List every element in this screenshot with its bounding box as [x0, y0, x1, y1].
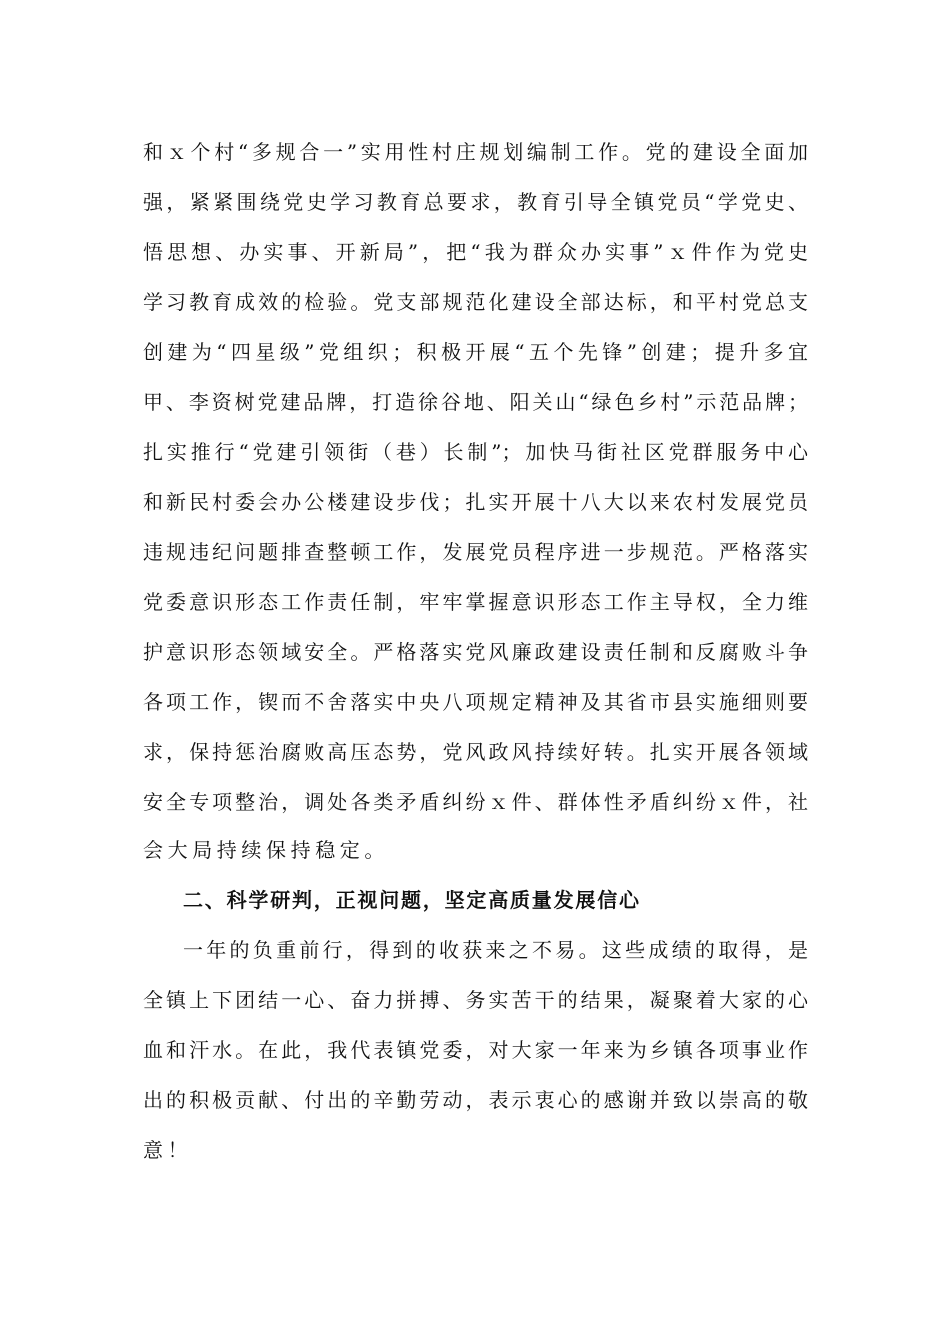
text-line: 和新民村委会办公楼建设步伐；扎实开展十八大以来农村发展党员 [143, 490, 808, 514]
text-line: 全镇上下团结一心、奋力拼搏、务实苦干的结果，凝聚着大家的心 [143, 988, 808, 1012]
text-line: 一年的负重前行，得到的收获来之不易。这些成绩的取得，是 [183, 938, 808, 962]
text-line: 会大局持续保持稳定。 [143, 838, 389, 862]
text-line: 悟思想、办实事、开新局”，把“我为群众办实事”ｘ件作为党史 [143, 240, 808, 264]
text-line: 安全专项整治，调处各类矛盾纠纷ｘ件、群体性矛盾纠纷ｘ件，社 [143, 790, 808, 814]
text-line: 强，紧紧围绕党史学习教育总要求，教育引导全镇党员“学党史、 [143, 190, 808, 214]
text-line: 各项工作，锲而不舍落实中央八项规定精神及其省市县实施细则要 [143, 690, 808, 714]
text-line: 出的积极贡献、付出的辛勤劳动，表示衷心的感谢并致以崇高的敬 [143, 1088, 808, 1112]
section-heading: 二、科学研判，正视问题，坚定高质量发展信心 [183, 888, 641, 912]
text-line: 和ｘ个村“多规合一”实用性村庄规划编制工作。党的建设全面加 [143, 140, 808, 164]
text-line: 甲、李资树党建品牌，打造徐谷地、阳关山“绿色乡村”示范品牌； [143, 390, 808, 414]
text-line: 党委意识形态工作责任制，牢牢掌握意识形态工作主导权，全力维 [143, 590, 808, 614]
text-line: 学习教育成效的检验。党支部规范化建设全部达标，和平村党总支 [143, 290, 808, 314]
text-line: 护意识形态领域安全。严格落实党风廉政建设责任制和反腐败斗争 [143, 640, 808, 664]
text-line: 求，保持惩治腐败高压态势，党风政风持续好转。扎实开展各领域 [143, 740, 808, 764]
text-line: 扎实推行“党建引领街（巷）长制”；加快马街社区党群服务中心 [143, 440, 808, 464]
text-line: 违规违纪问题排查整顿工作，发展党员程序进一步规范。严格落实 [143, 540, 808, 564]
text-line: 血和汗水。在此，我代表镇党委，对大家一年来为乡镇各项事业作 [143, 1038, 808, 1062]
text-line: 意！ [143, 1138, 193, 1162]
text-line: 创建为“四星级”党组织；积极开展“五个先锋”创建；提升多宜 [143, 340, 808, 364]
